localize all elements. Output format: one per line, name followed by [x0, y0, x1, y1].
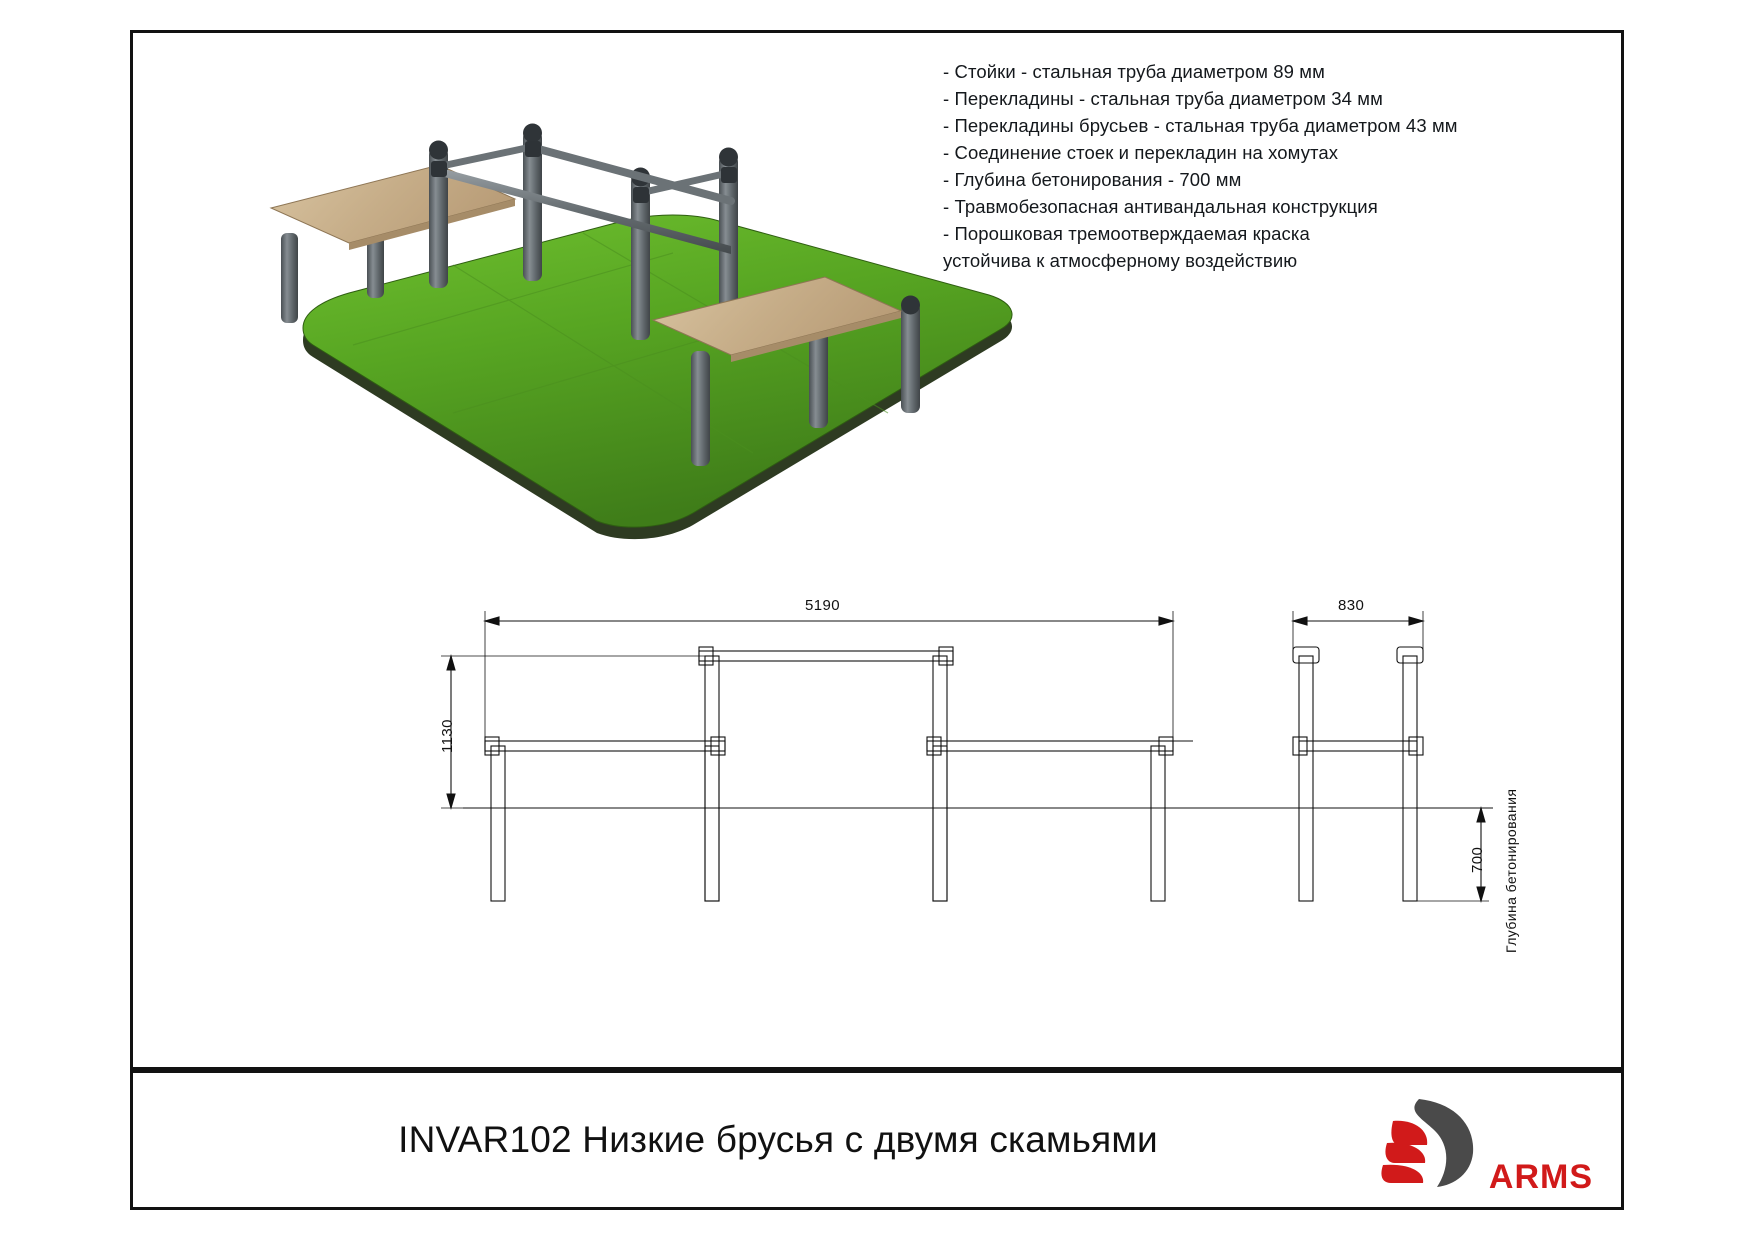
- page-title: INVAR102 Низкие брусья с двумя скамьями: [398, 1119, 1158, 1160]
- dimension-length: [485, 611, 1173, 748]
- spec-line: - Порошковая тремоотверждаемая краска: [943, 223, 1310, 244]
- technical-drawings: [133, 543, 1627, 953]
- logo-wordmark: ARMS: [1488, 1158, 1593, 1196]
- dimension-height-label: 1130: [439, 719, 456, 753]
- product-3d-render: [153, 113, 1013, 583]
- dimension-depth-label: 700: [1469, 846, 1486, 873]
- spec-line: - Соединение стоек и перекладин на хомутах: [943, 142, 1339, 163]
- side-elevation: [463, 647, 1493, 901]
- spec-line: - Перекладины брусьев - стальная труба диаметром 43 мм: [943, 115, 1458, 136]
- spec-line: - Перекладины - стальная труба диаметром 34 мм: [943, 88, 1383, 109]
- spec-line: - Глубина бетонирования - 700 мм: [943, 169, 1242, 190]
- specifications-list: [943, 58, 1603, 274]
- spec-line: устойчива к атмосферному воздействию: [943, 250, 1298, 271]
- dimension-height: [441, 656, 705, 808]
- dimension-depth-caption: Глубина бетонирования: [1503, 788, 1519, 953]
- front-elevation: [1253, 647, 1463, 901]
- dimension-width-label: 830: [1338, 597, 1365, 614]
- dimension-length-label: 5190: [805, 597, 840, 614]
- title-block: [130, 1070, 1624, 1210]
- spec-line: - Стойки - стальная труба диаметром 89 мм: [943, 61, 1325, 82]
- logo-mark: [1381, 1099, 1473, 1187]
- drawing-sheet: [130, 30, 1624, 1070]
- spec-line: - Травмобезопасная антивандальная конструкция: [943, 196, 1378, 217]
